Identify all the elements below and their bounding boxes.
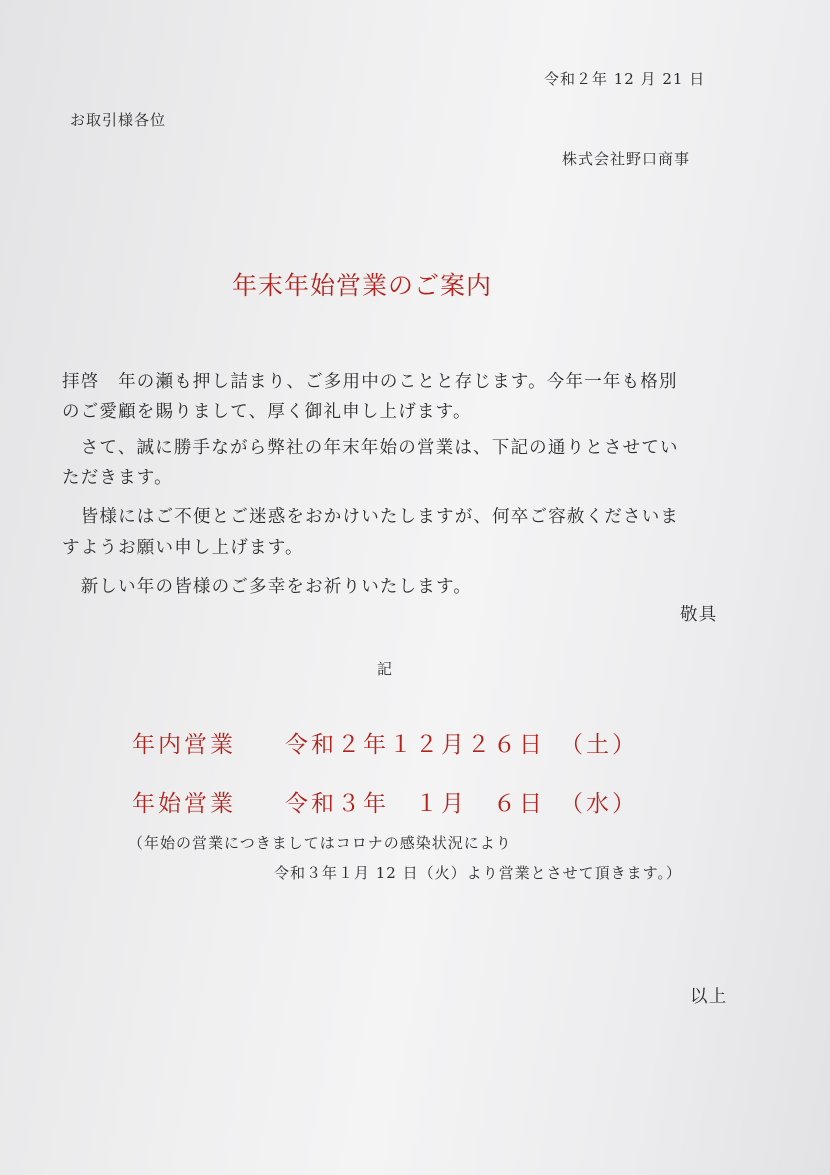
schedule-row-1-label: 年内営業: [132, 732, 236, 758]
note-line-1: （年始の営業につきましてはコロナの感染状況により: [128, 834, 512, 852]
schedule-row-1-date: 令和２年１２月２６日: [285, 732, 545, 758]
letter-date: 令和２年 12 月 21 日: [544, 70, 706, 88]
schedule-row-2-weekday: （水）: [560, 791, 638, 817]
ki-marker: 記: [377, 660, 394, 678]
paragraph-1-line-1: 拝啓 年の瀬も押し詰まり、ご多用中のことと存じます。今年一年も格別: [62, 372, 678, 392]
recipient: お取引様各位: [70, 111, 167, 129]
document-title: 年末年始営業のご案内: [232, 271, 493, 300]
closing-keigu: 敬具: [680, 605, 718, 625]
note-line-2: 令和３年１月 12 日（火）より営業とさせて頂きます。）: [274, 864, 682, 882]
paragraph-2-line-1: さて、誠に勝手ながら弊社の年末年始の営業は、下記の通りとさせてい: [62, 438, 679, 458]
closing-ijou: 以上: [690, 987, 728, 1007]
schedule-row-2-date: 令和３年 １月 ６日: [285, 791, 545, 817]
paragraph-4-line-1: 新しい年の皆様のご多幸をお祈りいたします。: [62, 577, 472, 597]
schedule-row-1-weekday: （土）: [560, 732, 638, 758]
schedule-row-2-label: 年始営業: [132, 791, 236, 817]
paragraph-3-line-1: 皆様にはご不便とご迷惑をおかけいたしますが、何卒ご容赦くださいま: [62, 507, 680, 527]
paragraph-1-line-2: のご愛顧を賜りまして、厚く御礼申し上げます。: [62, 402, 472, 422]
paragraph-2-line-2: ただきます。: [62, 468, 173, 488]
sender-company: 株式会社野口商事: [562, 150, 691, 168]
paragraph-3-line-2: すようお願い申し上げます。: [62, 538, 304, 558]
